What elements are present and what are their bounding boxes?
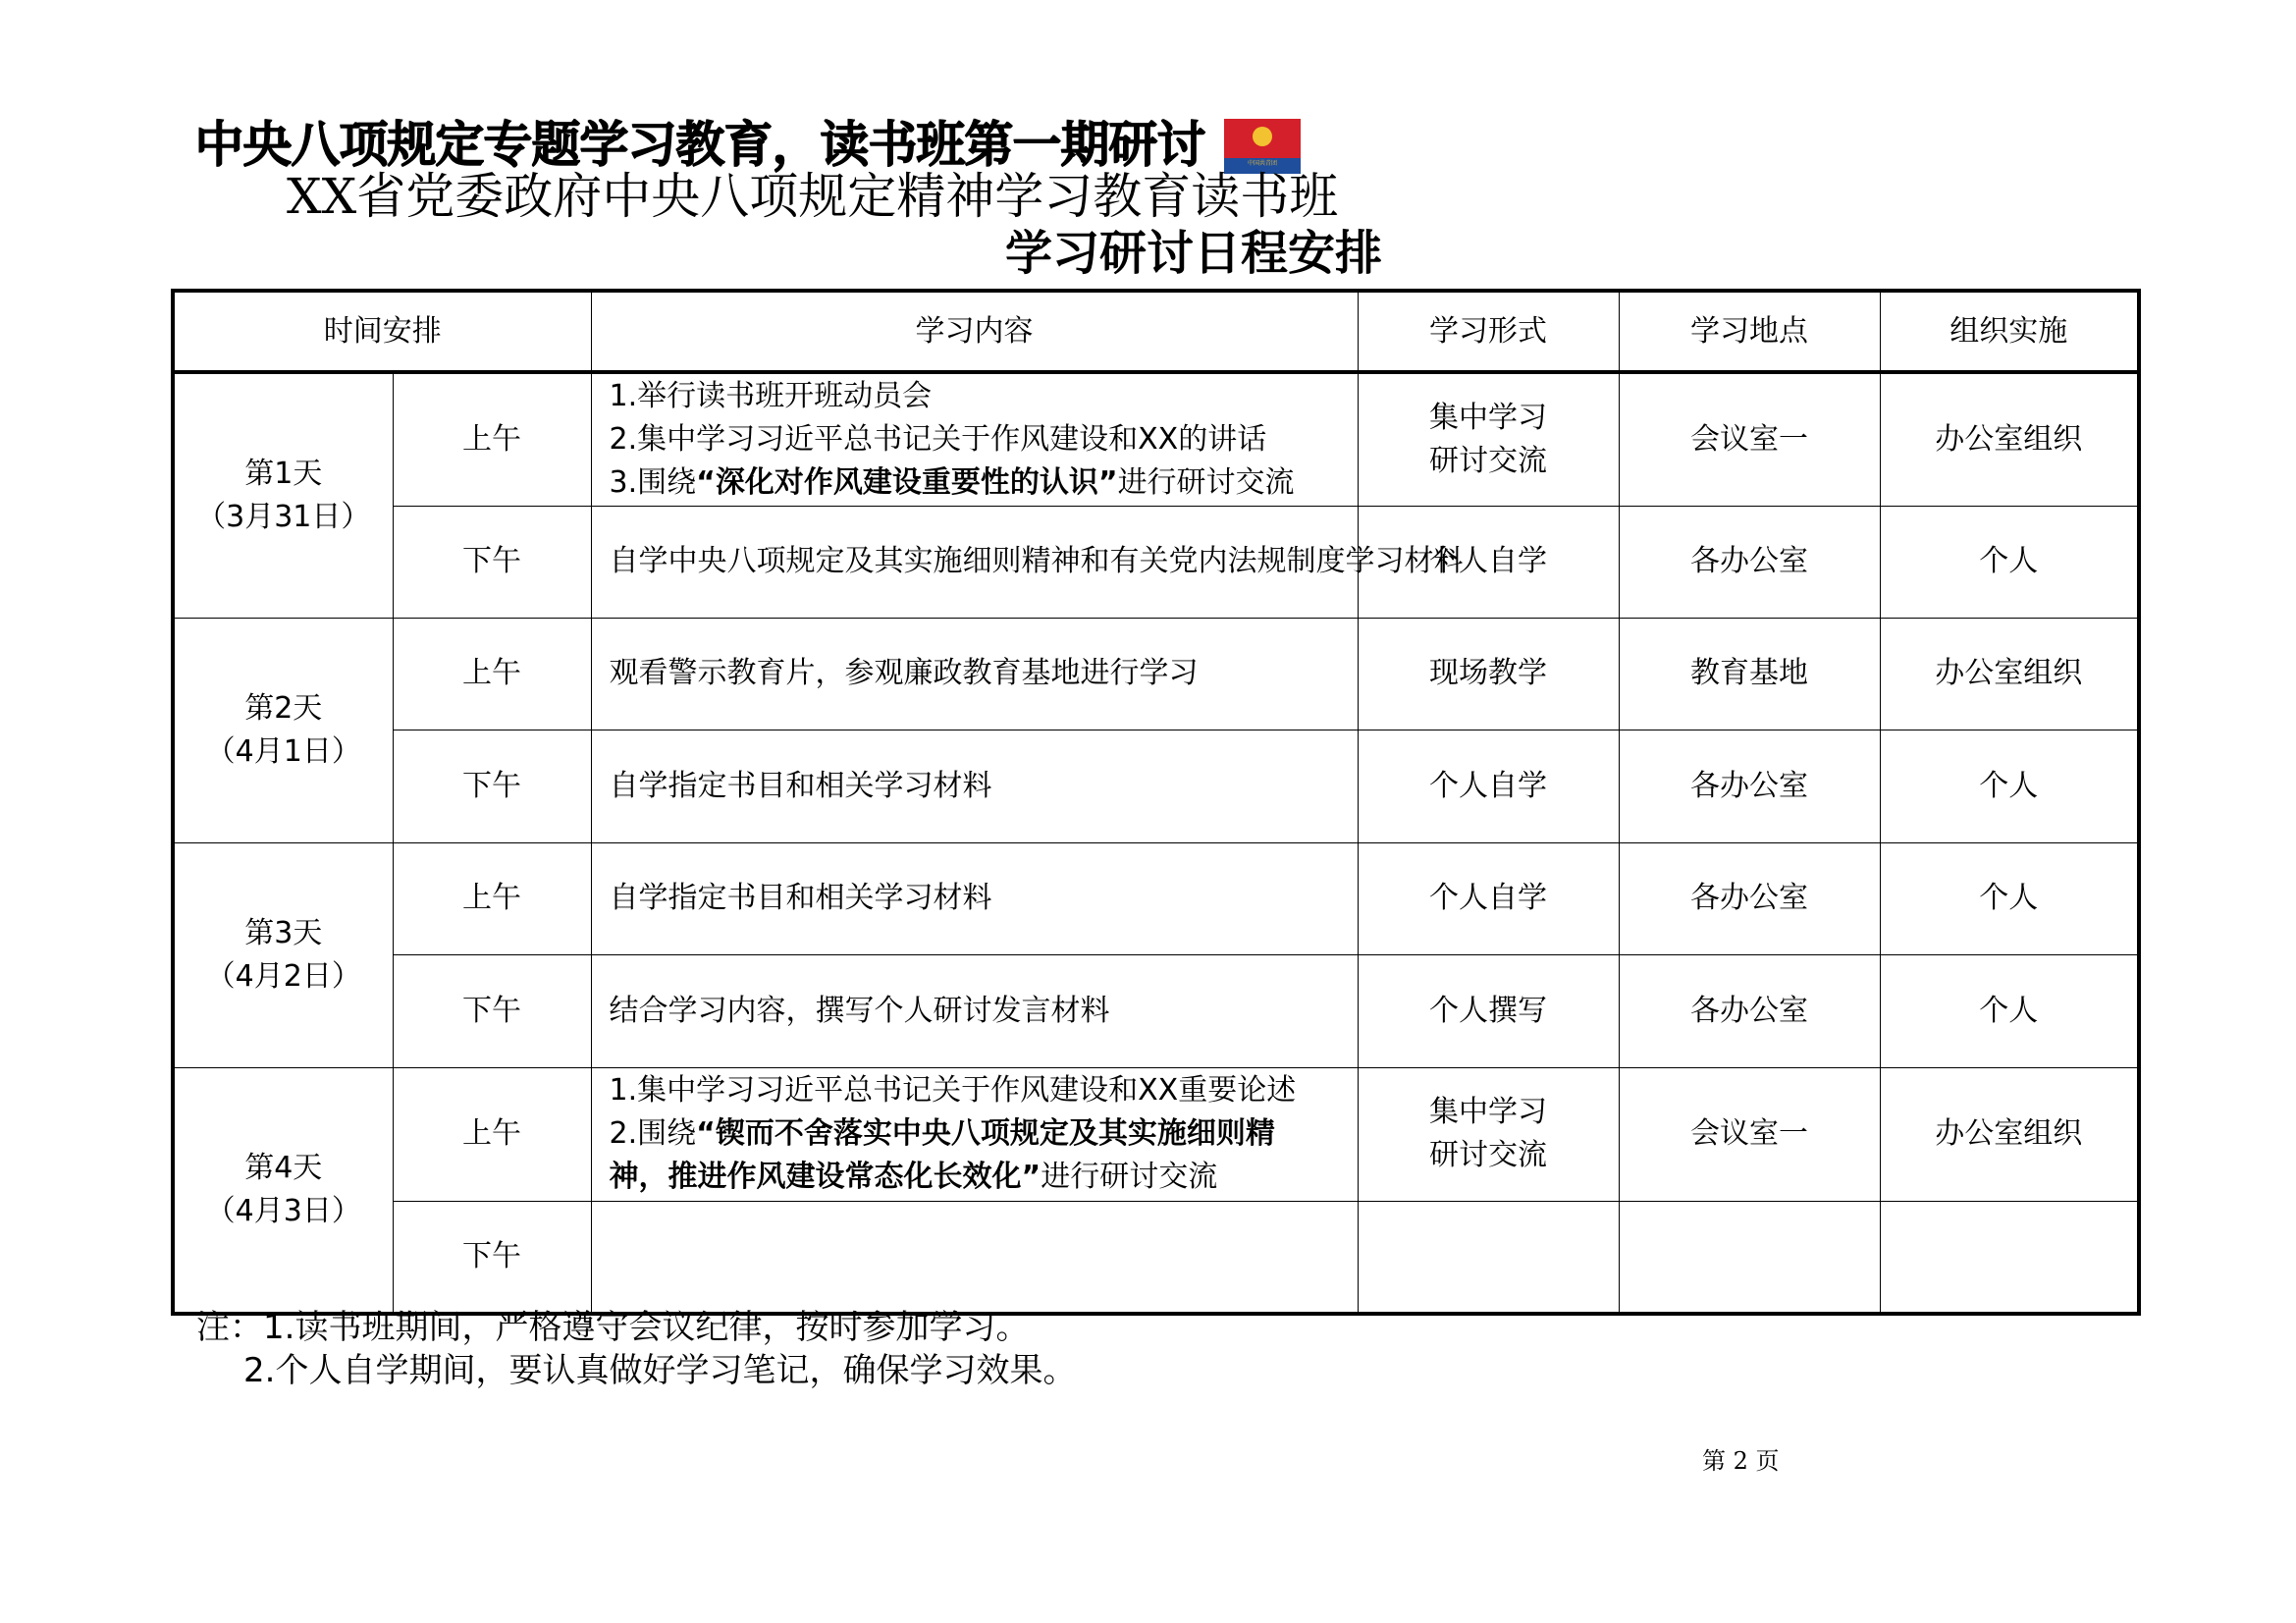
- session-organizer: 个人: [1880, 506, 2139, 618]
- session-location: [1619, 1201, 1880, 1314]
- note-line-2: 2.个人自学期间，要认真做好学习笔记，确保学习效果。: [243, 1351, 1077, 1390]
- content-emphasis: “深化对作风建设重要性的认识”: [696, 464, 1118, 500]
- day-cell: [173, 618, 393, 842]
- session-period: 上午: [393, 842, 591, 954]
- day-date: （4月1日）: [205, 733, 361, 769]
- session-period: 下午: [393, 730, 591, 842]
- content-line: [609, 540, 1464, 583]
- content-emphasis: “锲而不舍落实中央八项规定及其实施细则精: [696, 1116, 1275, 1151]
- session-location: 各办公室: [1619, 730, 1880, 842]
- table-row: [173, 1067, 2139, 1201]
- content-line: [610, 375, 1346, 418]
- session-content: [591, 730, 1358, 842]
- header-content: 学习内容: [591, 291, 1358, 372]
- session-organizer: [1880, 1201, 2139, 1314]
- session-form: [1358, 618, 1619, 730]
- schedule-table: [171, 289, 2141, 1316]
- day-cell: [173, 372, 393, 618]
- session-form: [1358, 730, 1619, 842]
- content-text: 自学指定书目和相关学习材料: [609, 881, 992, 915]
- session-location: 各办公室: [1619, 954, 1880, 1067]
- session-period: 上午: [393, 372, 591, 506]
- day-label: 第4天: [244, 1150, 323, 1185]
- session-content: [591, 372, 1358, 506]
- table-header-row: [173, 291, 2139, 372]
- content-line: [610, 877, 1346, 920]
- session-period: 下午: [393, 954, 591, 1067]
- session-content: [591, 506, 1464, 618]
- header-form: 学习形式: [1358, 291, 1619, 372]
- form-line: 现场教学: [1429, 656, 1547, 690]
- day-date: （4月3日）: [205, 1193, 361, 1228]
- session-organizer: 个人: [1880, 954, 2139, 1067]
- document-title: XX省党委政府中央八项规定精神学习教育读书班: [287, 168, 1339, 225]
- form-line: 个人自学: [1429, 768, 1547, 803]
- session-form: [1358, 842, 1619, 954]
- header-location: 学习地点: [1619, 291, 1880, 372]
- document-subtitle: 学习研讨日程安排: [1005, 226, 1383, 281]
- content-text: 2.集中学习习近平总书记关于作风建设和XX的讲话: [609, 421, 1267, 457]
- day-date: （4月2日）: [205, 958, 361, 994]
- session-content: [591, 618, 1358, 730]
- content-line: [610, 652, 1346, 695]
- session-period: 下午: [393, 1201, 591, 1314]
- form-line: 研讨交流: [1429, 443, 1547, 478]
- form-line: 集中学习: [1429, 1095, 1547, 1129]
- content-line: [610, 461, 1346, 505]
- session-organizer: 个人: [1880, 730, 2139, 842]
- notes: [196, 1306, 1076, 1392]
- content-emphasis: 神，推进作风建设常态化长效化”: [609, 1160, 1041, 1194]
- form-line: 个人自学: [1429, 544, 1547, 578]
- session-location: 教育基地: [1619, 618, 1880, 730]
- session-form: [1358, 1067, 1619, 1201]
- session-content: [591, 842, 1358, 954]
- session-form: [1358, 954, 1619, 1067]
- note-line-1: 注：1.读书班期间，严格遵守会议纪律，按时参加学习。: [196, 1308, 1030, 1347]
- table-row: [173, 1201, 2139, 1314]
- table-row: [173, 506, 2139, 618]
- content-line: [610, 1069, 1346, 1112]
- content-text: 自学中央八项规定及其实施细则精神和有关党内法规制度学习材料: [609, 544, 1464, 578]
- content-text: 3.围绕: [609, 464, 697, 500]
- flag-caption: 中国共青团: [1247, 160, 1277, 167]
- table-row: [173, 618, 2139, 730]
- day-cell: [173, 1067, 393, 1314]
- content-text: 1.举行读书班开班动员会: [609, 378, 933, 413]
- session-period: 上午: [393, 618, 591, 730]
- session-content: [591, 954, 1358, 1067]
- content-text: 进行研讨交流: [1117, 464, 1295, 500]
- session-organizer: 个人: [1880, 842, 2139, 954]
- day-label: 第3天: [244, 915, 323, 950]
- content-text: 观看警示教育片，参观廉政教育基地进行学习: [609, 656, 1199, 690]
- content-text: 2.围绕: [609, 1116, 697, 1151]
- session-period: 上午: [393, 1067, 591, 1201]
- content-text: 结合学习内容，撰写个人研讨发言材料: [609, 993, 1110, 1028]
- header-organizer: 组织实施: [1880, 291, 2139, 372]
- content-line: [610, 765, 1346, 808]
- session-location: 各办公室: [1619, 506, 1880, 618]
- session-location: 会议室一: [1619, 372, 1880, 506]
- form-line: 集中学习: [1429, 400, 1547, 435]
- day-label: 第1天: [244, 456, 323, 491]
- form-line: 研讨交流: [1429, 1138, 1547, 1172]
- form-line: 个人撰写: [1429, 993, 1547, 1028]
- header-banner: 中央八项规定专题学习教育，读书班第一期研讨: [194, 116, 1204, 173]
- table-row: [173, 730, 2139, 842]
- header-time: 时间安排: [173, 291, 591, 372]
- table-row: [173, 842, 2139, 954]
- session-location: 各办公室: [1619, 842, 1880, 954]
- session-organizer: 办公室组织: [1880, 1067, 2139, 1201]
- table-row: [173, 954, 2139, 1067]
- session-content: [591, 1201, 1358, 1314]
- content-text: 自学指定书目和相关学习材料: [609, 768, 992, 803]
- content-line: [610, 1156, 1346, 1199]
- session-period: 下午: [393, 506, 591, 618]
- page-number: 第 2 页: [1702, 1447, 1780, 1475]
- day-label: 第2天: [244, 690, 323, 726]
- content-text: 进行研讨交流: [1041, 1160, 1218, 1194]
- session-form: [1358, 372, 1619, 506]
- session-location: 会议室一: [1619, 1067, 1880, 1201]
- form-line: 个人自学: [1429, 881, 1547, 915]
- content-line: [610, 990, 1346, 1033]
- content-line: [610, 1112, 1346, 1156]
- day-cell: [173, 842, 393, 1067]
- content-text: 1.集中学习习近平总书记关于作风建设和XX重要论述: [609, 1073, 1297, 1108]
- day-date: （3月31日）: [196, 499, 371, 534]
- session-organizer: 办公室组织: [1880, 618, 2139, 730]
- table-row: [173, 372, 2139, 506]
- session-organizer: 办公室组织: [1880, 372, 2139, 506]
- content-line: [610, 418, 1346, 461]
- session-form: [1358, 1201, 1619, 1314]
- session-content: [591, 1067, 1358, 1201]
